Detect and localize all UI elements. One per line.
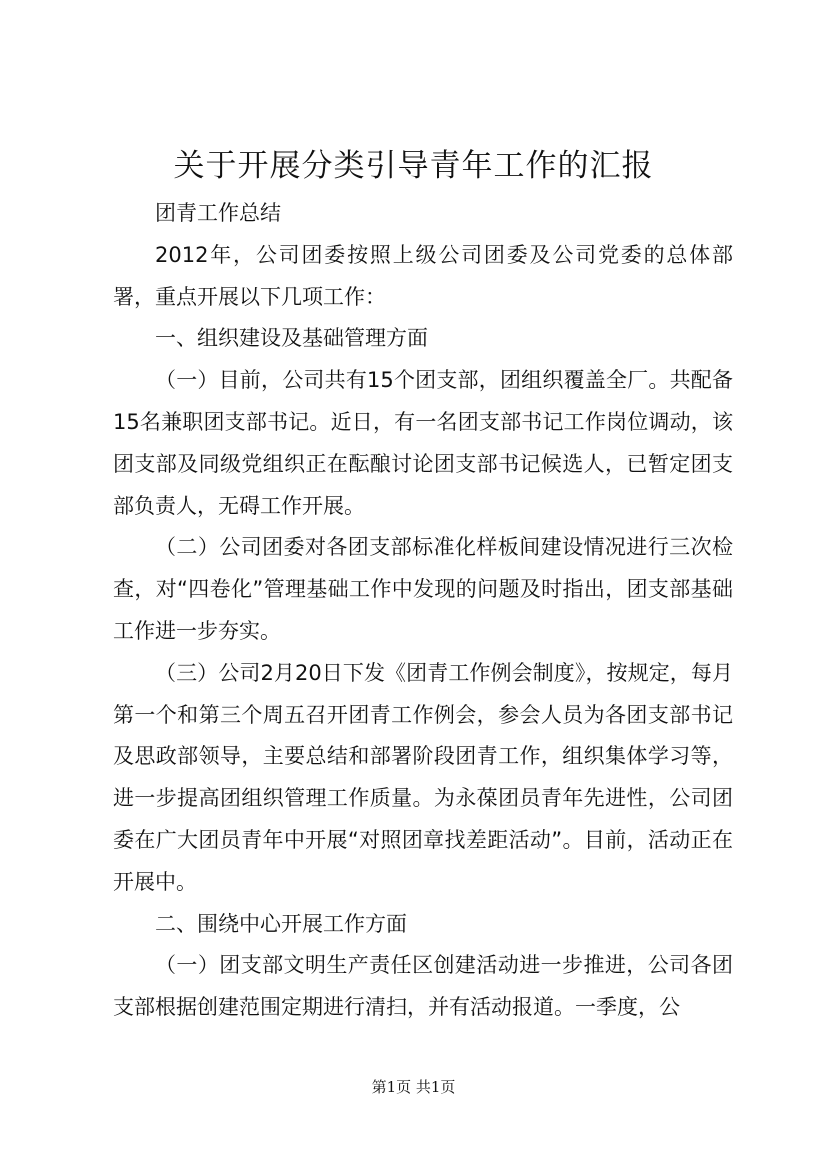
paragraph-item-3: （三）公司2月20日下发《团青工作例会制度》，按规定，每月第一个和第三个周五召开团青工作例会，参会人员为各团支部书记及思政部领导，主要总结和部署阶段团青工作，组织集体学习等，进一步提高团组织管理工作质量。为永葆团员青年先进性，公司团委在广大团员青年中开展“对照团章找差距活动”。目前，活动正在开展中。 [113,660,733,894]
paragraph-item-2: （二）公司团委对各团支部标准化样板间建设情况进行三次检查，对“四卷化”管理基础工作中发现的问题及时指出，团支部基础工作进一步夯实。 [113,535,733,643]
paragraph-intro: 2012年，公司团委按照上级公司团委及公司党委的总体部署，重点开展以下几项工作： [113,242,733,309]
paragraph-item-1: （一）目前，公司共有15个团支部，团组织覆盖全厂。共配备15名兼职团支部书记。近日，有一名团支部书记工作岗位调动，该团支部及同级党组织正在酝酿讨论团支部书记候选人，已暂定团支部负责人，无碍工作开展。 [113,368,733,518]
heading-organization: 一、组织建设及基础管理方面 [155,326,428,351]
page-number: 第1页 共1页 [371,1078,456,1096]
heading-center-work: 二、围绕中心开展工作方面 [155,911,407,936]
paragraph-section-label: 团青工作总结 [155,201,281,225]
document-title: 关于开展分类引导青年工作的汇报 [173,148,654,184]
document-body [113,193,733,1029]
paragraph-item-4: （一）团支部文明生产责任区创建活动进一步推进，公司各团支部根据创建范围定期进行清扫，并有活动报道。一季度，公 [113,953,733,1020]
